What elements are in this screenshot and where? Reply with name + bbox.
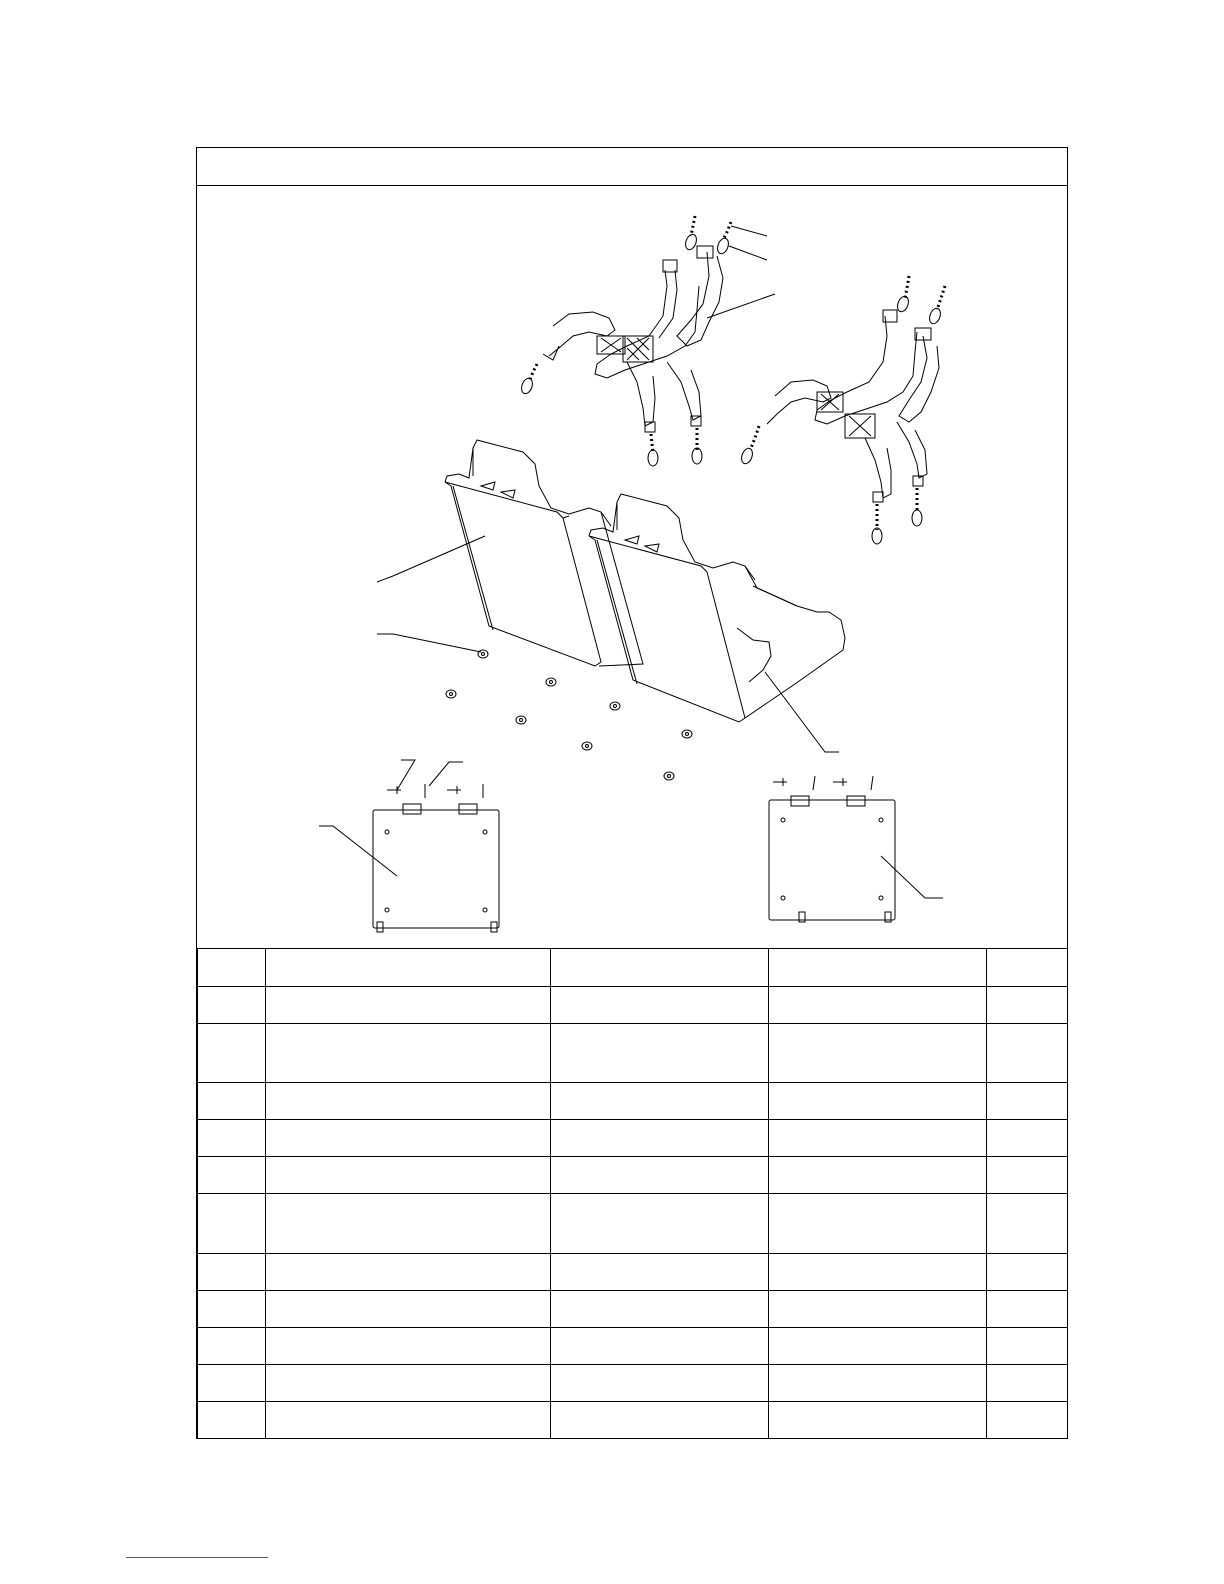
table-cell [769, 1328, 987, 1365]
table-cell [769, 1194, 987, 1254]
table-cell [266, 1120, 551, 1157]
table-cell [987, 1120, 1068, 1157]
table-cell [987, 949, 1068, 987]
table-cell [987, 1083, 1068, 1120]
table-cell [551, 1083, 769, 1120]
parts-table [197, 948, 1068, 1439]
table-cell [266, 1365, 551, 1402]
table-cell [769, 1365, 987, 1402]
table-cell [987, 1328, 1068, 1365]
table-row [198, 1157, 1068, 1194]
table-cell [769, 1157, 987, 1194]
table-cell [769, 1254, 987, 1291]
leader-lines [319, 226, 943, 898]
table-cell [987, 1402, 1068, 1439]
table-cell [769, 1291, 987, 1328]
table-cell [198, 1402, 266, 1439]
seat-harness-right [740, 276, 945, 544]
table-cell [198, 1083, 266, 1120]
table-cell [551, 1328, 769, 1365]
mounting-plate-right [769, 776, 895, 922]
sheet-title-bar [197, 148, 1067, 186]
table-cell [266, 987, 551, 1024]
table-cell [769, 1083, 987, 1120]
table-cell [266, 1024, 551, 1083]
table-cell [987, 1194, 1068, 1254]
table-row [198, 1254, 1068, 1291]
footnote-separator [126, 1557, 268, 1558]
table-cell [987, 987, 1068, 1024]
table-cell [198, 1194, 266, 1254]
table-cell [551, 1024, 769, 1083]
table-cell [266, 949, 551, 987]
table-cell [198, 987, 266, 1024]
table-cell [198, 1120, 266, 1157]
table-cell [551, 1194, 769, 1254]
table-row [198, 1024, 1068, 1083]
table-cell [551, 1254, 769, 1291]
table-cell [987, 1024, 1068, 1083]
table-row [198, 1402, 1068, 1439]
table-cell [769, 987, 987, 1024]
table-header-row [198, 949, 1068, 987]
table-row [198, 1194, 1068, 1254]
table-cell [198, 1024, 266, 1083]
table-row [198, 1120, 1068, 1157]
table-cell [551, 949, 769, 987]
table-cell [769, 1024, 987, 1083]
table-cell [266, 1194, 551, 1254]
table-cell [987, 1254, 1068, 1291]
seat-harness-left [520, 216, 731, 466]
table-cell [198, 1328, 266, 1365]
mounting-nuts [446, 650, 692, 780]
table-cell [769, 1120, 987, 1157]
table-cell [198, 1291, 266, 1328]
table-cell [987, 1157, 1068, 1194]
table-cell [198, 1254, 266, 1291]
table-cell [769, 949, 987, 987]
table-cell [198, 1365, 266, 1402]
table-cell [551, 1402, 769, 1439]
table-cell [551, 1157, 769, 1194]
table-cell [198, 949, 266, 987]
table-cell [987, 1365, 1068, 1402]
table-cell [266, 1402, 551, 1439]
table-cell [266, 1254, 551, 1291]
table-cell [266, 1083, 551, 1120]
table-row [198, 1365, 1068, 1402]
table-row [198, 1328, 1068, 1365]
table-cell [551, 1120, 769, 1157]
exploded-view-drawing [197, 186, 1067, 948]
table-cell [551, 1365, 769, 1402]
racing-seat-left [445, 440, 643, 666]
table-row [198, 1291, 1068, 1328]
table-cell [769, 1402, 987, 1439]
table-cell [551, 987, 769, 1024]
table-cell [987, 1291, 1068, 1328]
table-cell [266, 1291, 551, 1328]
parts-sheet-frame [196, 147, 1068, 1439]
table-cell [551, 1291, 769, 1328]
table-cell [266, 1157, 551, 1194]
table-cell [198, 1157, 266, 1194]
table-cell [266, 1328, 551, 1365]
mounting-plate-left [373, 784, 499, 932]
table-row [198, 1083, 1068, 1120]
table-row [198, 987, 1068, 1024]
